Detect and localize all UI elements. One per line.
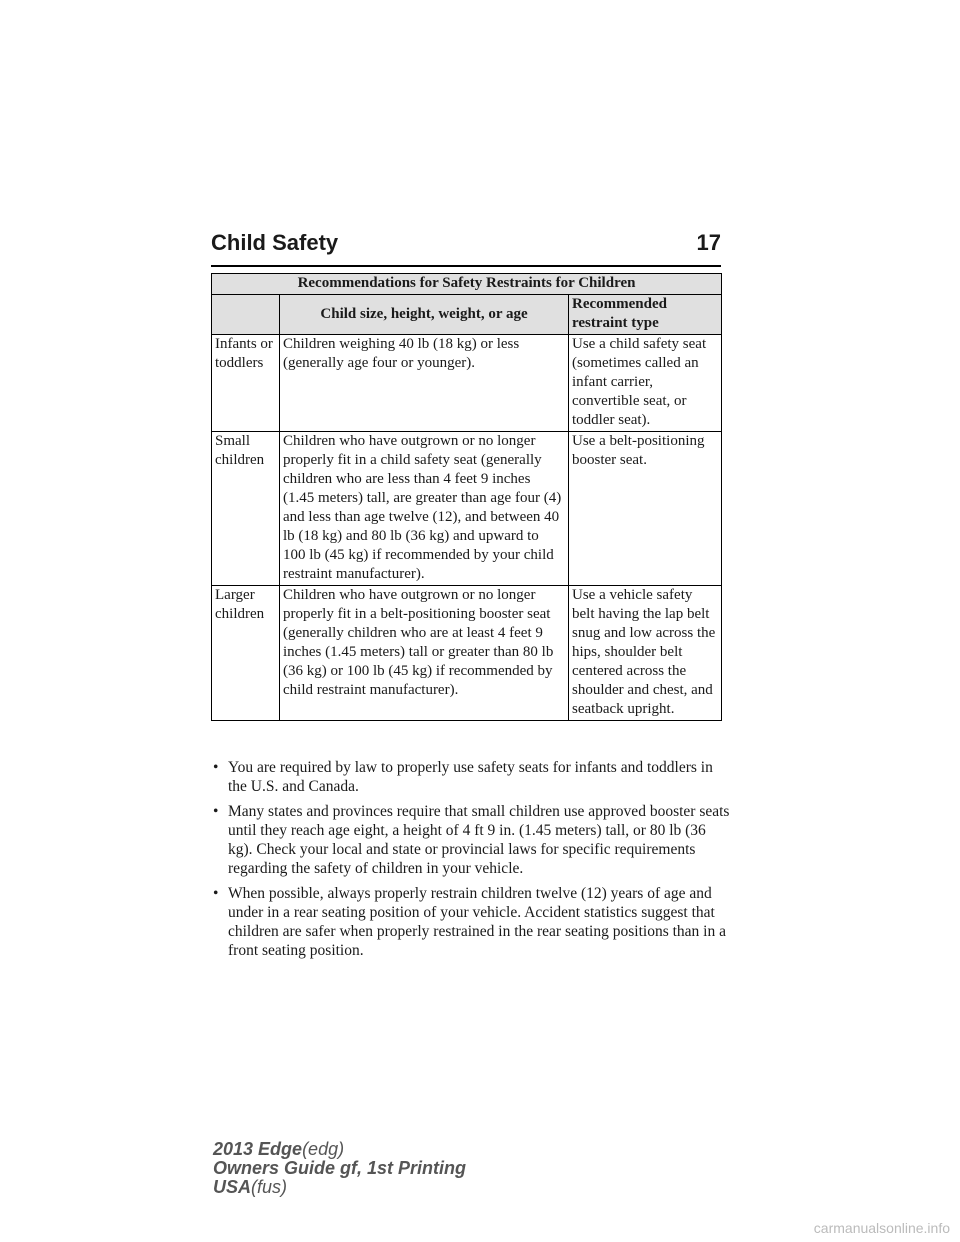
header-rule	[211, 265, 721, 267]
table-title: Recommendations for Safety Restraints for Children	[212, 274, 722, 295]
list-item	[211, 884, 731, 960]
page-header	[211, 230, 721, 256]
bullet-text: You are required by law to properly use safety seats for infants and toddlers in the U.S. and Canada.	[228, 759, 713, 795]
column-header-restraint: Recommended restraint type	[569, 295, 722, 335]
bullet-icon: •	[213, 885, 219, 902]
row-category: Infants or toddlers	[212, 335, 280, 432]
watermark: carmanualsonline.info	[813, 1220, 950, 1236]
table-header-row	[212, 295, 722, 335]
row-restraint: Use a child safety seat (sometimes called an infant carrier, convertible seat, or toddler seat).	[569, 335, 722, 432]
row-category: Small children	[212, 432, 280, 586]
column-header-size: Child size, height, weight, or age	[280, 295, 569, 335]
footer-market: USA	[213, 1177, 252, 1197]
section-title: Child Safety	[211, 230, 339, 255]
footer-market-code: (fus)	[251, 1177, 288, 1197]
row-restraint: Use a belt-positioning booster seat.	[569, 432, 722, 586]
bullet-text: When possible, always properly restrain children twelve (12) years of age and under in a rear seating position of your vehicle. Accident statistics suggest that children are safer when properly restrained in the rear seating positions than in a front seating position.	[228, 885, 726, 959]
bullet-icon: •	[213, 803, 219, 820]
footer-model-code: (edg)	[302, 1139, 345, 1159]
restraint-recommendations-table	[211, 273, 722, 721]
table-row	[212, 335, 722, 432]
row-size: Children weighing 40 lb (18 kg) or less (generally age four or younger).	[280, 335, 569, 432]
row-size: Children who have outgrown or no longer properly fit in a belt-positioning booster seat (generally children who are at least 4 feet 9 inches (1.45 meters) tall or greater than 80 lb (36 kg) or 100 lb (45 kg) if recommended by child restraint manufacturer).	[280, 586, 569, 721]
table-row	[212, 586, 722, 721]
page-number: 17	[696, 230, 721, 255]
table-row	[212, 432, 722, 586]
column-header-category	[212, 295, 280, 335]
document-footer	[213, 1140, 466, 1197]
table-title-row	[212, 274, 722, 295]
footer-model: 2013 Edge	[213, 1139, 303, 1159]
row-size: Children who have outgrown or no longer properly fit in a child safety seat (generally children who are less than 4 feet 9 inches (1.45 meters) tall, are greater than age four (4) and less than age twelve (12), and between 40 lb (18 kg) and 80 lb (36 kg) and upward to 100 lb (45 kg) if recommended by your child restraint manufacturer).	[280, 432, 569, 586]
list-item	[211, 758, 731, 796]
list-item	[211, 802, 731, 878]
bullet-icon: •	[213, 759, 219, 776]
safety-bullet-list	[211, 758, 731, 966]
row-restraint: Use a vehicle safety belt having the lap belt snug and low across the hips, shoulder belt centered across the shoulder and chest, and seatback upright.	[569, 586, 722, 721]
row-category: Larger children	[212, 586, 280, 721]
bullet-text: Many states and provinces require that small children use approved booster seats until they reach age eight, a height of 4 ft 9 in. (1.45 meters) tall, or 80 lb (36 kg). Check your local and state or provincial laws for specific requirements regarding the safety of children in your vehicle.	[228, 803, 730, 877]
footer-guide: Owners Guide gf, 1st Printing	[213, 1158, 467, 1178]
